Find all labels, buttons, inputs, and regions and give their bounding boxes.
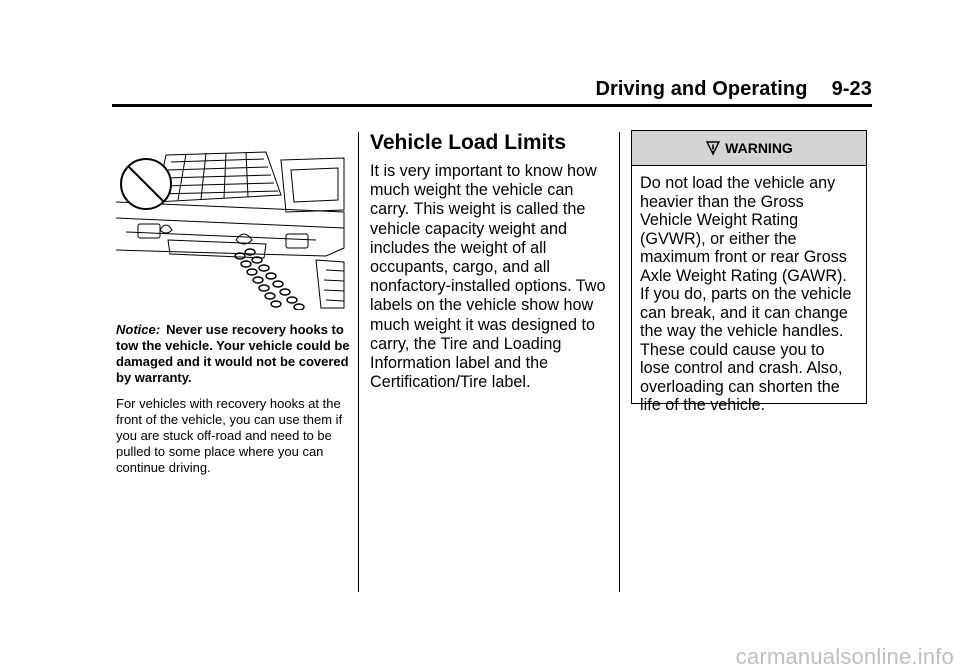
column-divider: [619, 132, 620, 592]
body-paragraph: For vehicles with recovery hooks at the front of the vehicle, you can use them if you are stuck off-road and need to be pulled to some place where you can continue driving.: [116, 396, 343, 475]
notice-paragraph: [116, 322, 352, 386]
notice-label: Notice:: [116, 322, 161, 337]
prohibited-icon: [121, 159, 171, 209]
left-column: [116, 140, 352, 476]
section-title: Driving and Operating: [595, 78, 808, 100]
column-divider: [358, 132, 359, 592]
header-rule: [112, 104, 872, 107]
warning-triangle-icon: [705, 140, 721, 156]
warning-box: [631, 130, 867, 414]
page-number: 9-23: [831, 78, 872, 100]
page-header: [595, 78, 872, 101]
recovery-hook-illustration: [116, 140, 348, 310]
warning-header: [632, 131, 866, 166]
section-heading: Vehicle Load Limits: [370, 131, 567, 154]
warning-title: WARNING: [725, 140, 793, 156]
notice-text: Never use recovery hooks to tow the vehicle. Your vehicle could be damaged and it would not be covered by warranty.: [116, 322, 350, 385]
body-paragraph: It is very important to know how much weight the vehicle can carry. This weight is called the vehicle capacity weight and includes the weight of all occupants, cargo, and all nonfactory-installed options. Two labels on the vehicle show how much weight it was designed to carry, the Tire and Loading Information label and the Certification/Tire label.: [370, 162, 606, 392]
watermark: carmanualsonline.info: [735, 644, 954, 669]
middle-column: [370, 130, 610, 392]
warning-text: Do not load the vehicle any heavier than the Gross Vehicle Weight Rating (GVWR), or either the maximum front or rear Gross Axle Weight Rating (GAWR). If you do, parts on the vehicle can break, and it can change the way the vehicle handles. These could cause you to lose control and crash. Also, overloading can shorten the life of the vehicle.: [640, 174, 852, 414]
